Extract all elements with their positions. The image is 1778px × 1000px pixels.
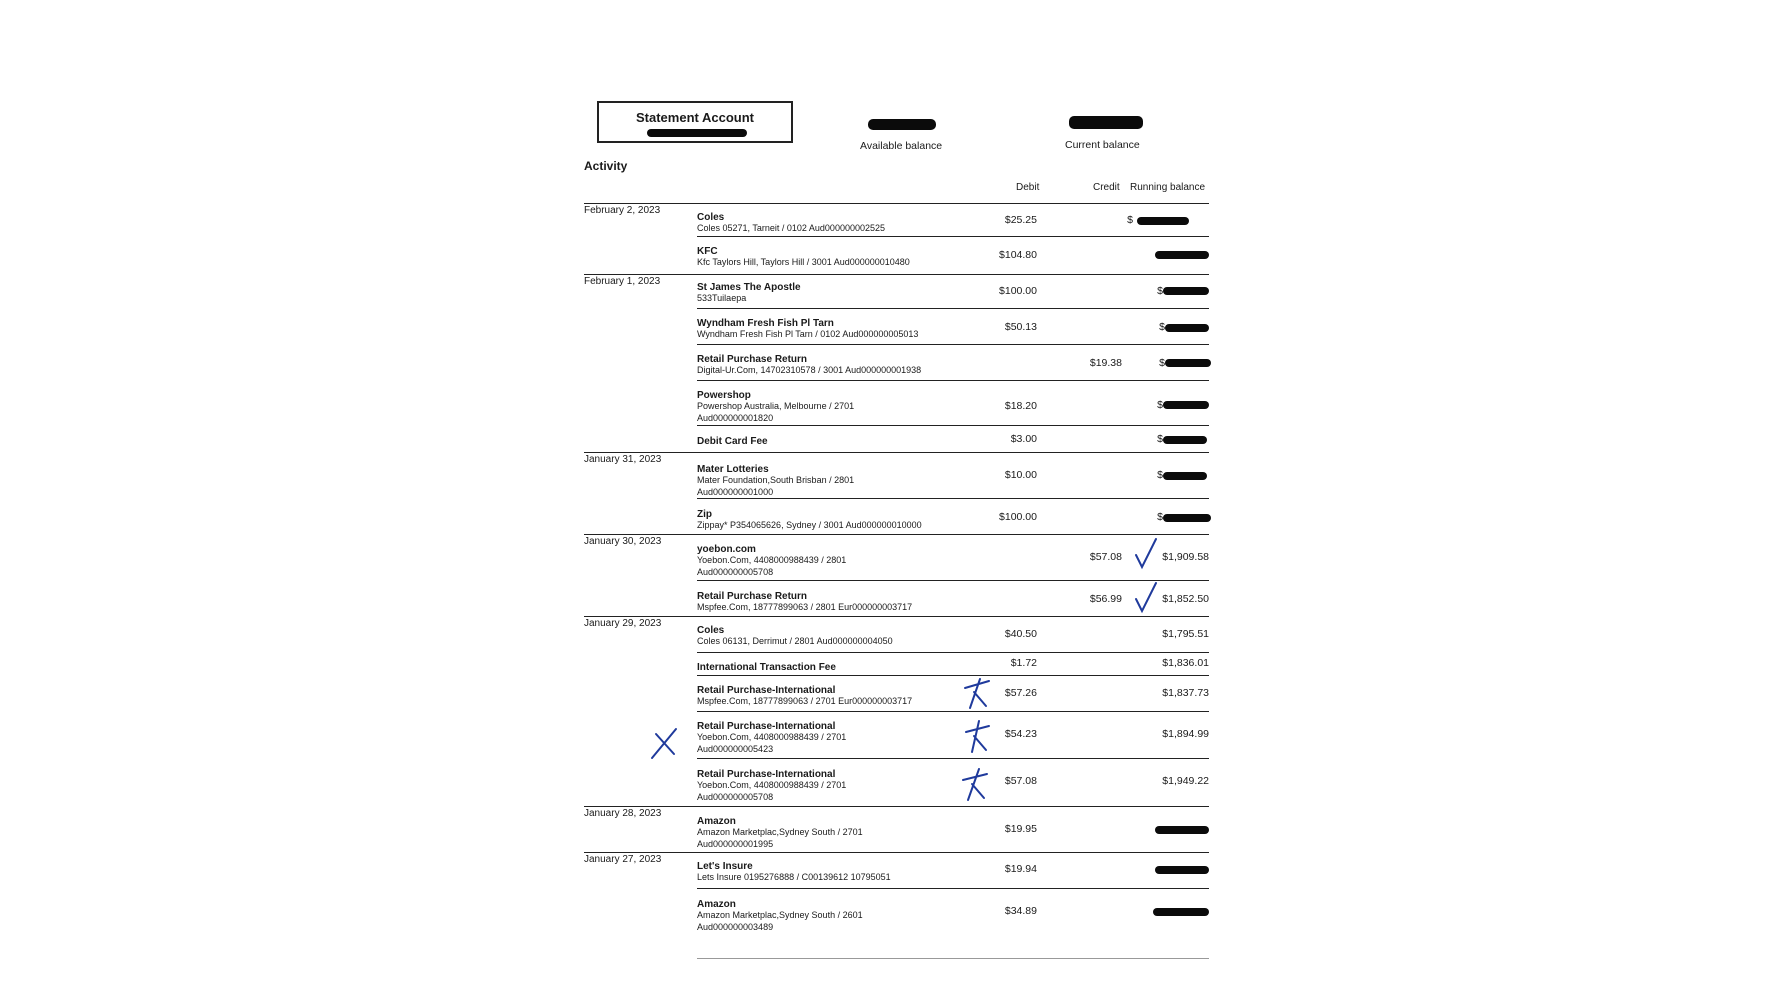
debit-amount: $54.23	[1004, 728, 1037, 740]
redacted-balance	[1163, 472, 1207, 480]
merchant-name: Retail Purchase-International	[697, 769, 836, 780]
redacted-balance	[1137, 217, 1189, 225]
transaction-row	[697, 274, 1209, 309]
transaction-detail: Amazon Marketplac,Sydney South / 2601 Aud000000003489	[697, 910, 863, 932]
merchant-name: yoebon.com	[697, 544, 756, 555]
transaction-row	[697, 344, 1209, 381]
debit-amount: $100.00	[999, 511, 1037, 523]
cross-mark-icon	[960, 766, 990, 802]
merchant-name: Coles	[697, 212, 725, 223]
transaction-row	[697, 236, 1209, 275]
merchant-name: Retail Purchase-International	[697, 685, 836, 696]
statement-title: Statement Account	[636, 110, 754, 125]
debit-amount: $50.13	[1004, 321, 1037, 333]
redacted-balance	[1163, 514, 1211, 522]
running-balance: $	[1157, 433, 1163, 445]
merchant-name: International Transaction Fee	[697, 662, 836, 673]
transaction-row	[697, 425, 1209, 453]
debit-amount: $40.50	[1004, 628, 1037, 640]
redacted-balance	[1155, 826, 1209, 834]
transaction-row	[697, 203, 1209, 237]
transaction-detail: Amazon Marketplac,Sydney South / 2701 Aud000000001995	[697, 827, 863, 849]
redacted-balance	[1155, 251, 1209, 259]
redacted-balance	[1163, 401, 1209, 409]
transaction-detail: Kfc Taylors Hill, Taylors Hill / 3001 Aud000000010480	[697, 257, 910, 267]
credit-amount: $19.38	[1089, 357, 1122, 369]
transaction-row	[697, 498, 1209, 535]
debit-amount: $34.89	[1004, 905, 1037, 917]
date-label: January 30, 2023	[584, 536, 662, 547]
merchant-name: Wyndham Fresh Fish Pl Tarn	[697, 318, 834, 329]
running-balance: $	[1157, 399, 1163, 411]
check-mark-icon	[1133, 580, 1159, 614]
running-balance: $	[1159, 357, 1165, 369]
date-divider	[584, 534, 697, 535]
transaction-row	[697, 758, 1209, 807]
credit-amount: $56.99	[1089, 593, 1122, 605]
transaction-row	[697, 675, 1209, 712]
date-label: February 1, 2023	[584, 276, 661, 287]
transaction-detail: Wyndham Fresh Fish Pl Tarn / 0102 Aud000000005013	[697, 329, 919, 339]
debit-amount: $57.08	[1004, 775, 1037, 787]
date-label: January 29, 2023	[584, 618, 662, 629]
date-label: January 28, 2023	[584, 808, 662, 819]
transaction-detail: 533Tuilaepa	[697, 293, 747, 303]
debit-amount: $57.26	[1004, 687, 1037, 699]
debit-amount: $10.00	[1004, 469, 1037, 481]
redacted-balance	[1165, 324, 1209, 332]
transaction-row	[697, 616, 1209, 653]
merchant-name: Coles	[697, 625, 725, 636]
date-label: January 31, 2023	[584, 454, 662, 465]
merchant-name: Retail Purchase-International	[697, 721, 836, 732]
transaction-detail: Mater Foundation,South Brisban / 2801 Aud000000001000	[697, 475, 855, 497]
transaction-row	[697, 806, 1209, 853]
redacted-balance	[1165, 359, 1211, 367]
transaction-detail: Coles 05271, Tarneit / 0102 Aud000000002525	[697, 223, 885, 233]
transaction-detail: Lets Insure 0195276888 / C00139612 10795051	[697, 872, 891, 882]
transaction-detail: Yoebon.Com, 4408000988439 / 2701 Aud000000005708	[697, 780, 847, 802]
debit-amount: $100.00	[999, 285, 1037, 297]
transaction-row	[697, 888, 1209, 939]
date-divider	[584, 274, 697, 275]
merchant-name: Retail Purchase Return	[697, 591, 808, 602]
transaction-detail: Coles 06131, Derrimut / 2801 Aud000000004050	[697, 636, 893, 646]
merchant-name: Mater Lotteries	[697, 464, 769, 475]
redacted-balance	[1155, 866, 1209, 874]
date-divider	[584, 852, 697, 853]
date-divider	[584, 203, 697, 204]
running-balance: $	[1127, 214, 1133, 226]
running-balance: $1,795.51	[1162, 628, 1209, 640]
date-divider	[584, 806, 697, 807]
debit-amount: $19.94	[1004, 863, 1037, 875]
running-balance: $1,909.58	[1162, 551, 1209, 563]
cross-mark-icon	[962, 676, 992, 710]
transaction-detail: Yoebon.Com, 4408000988439 / 2701 Aud000000005423	[697, 732, 847, 754]
running-balance: $1,894.99	[1162, 728, 1209, 740]
cross-mark-icon	[962, 718, 992, 754]
available-balance-label: Available balance	[860, 140, 943, 152]
merchant-name: Retail Purchase Return	[697, 354, 808, 365]
merchant-name: Amazon	[697, 899, 736, 910]
transaction-row	[697, 652, 1209, 676]
transaction-row	[697, 711, 1209, 759]
redacted-balance	[1163, 287, 1209, 295]
redacted-balance	[1163, 436, 1207, 444]
debit-amount: $1.72	[1010, 657, 1037, 669]
redacted-current-balance	[1069, 116, 1143, 129]
credit-column-header: Credit	[1093, 182, 1120, 193]
merchant-name: Amazon	[697, 816, 736, 827]
redacted-account-number	[647, 129, 747, 137]
running-balance: $1,949.22	[1162, 775, 1209, 787]
transaction-detail: Mspfee.Com, 18777899063 / 2801 Eur000000003717	[697, 602, 913, 612]
running-balance: $	[1157, 469, 1163, 481]
merchant-name: Zip	[697, 509, 712, 520]
transaction-row	[697, 852, 1209, 889]
cross-mark-icon	[648, 726, 680, 760]
transaction-row	[697, 380, 1209, 426]
merchant-name: KFC	[697, 246, 718, 257]
date-divider	[584, 452, 697, 453]
transaction-detail: Digital-Ur.Com, 14702310578 / 3001 Aud000000001938	[697, 365, 922, 375]
transaction-detail: Mspfee.Com, 18777899063 / 2701 Eur000000003717	[697, 696, 913, 706]
running-balance: $	[1157, 511, 1163, 523]
merchant-name: Debit Card Fee	[697, 436, 768, 447]
merchant-name: Powershop	[697, 390, 751, 401]
check-mark-icon	[1133, 536, 1159, 570]
running-balance-column-header: Running balance	[1130, 182, 1206, 193]
redacted-available-balance	[868, 119, 936, 130]
running-balance: $1,837.73	[1162, 687, 1209, 699]
date-label: January 27, 2023	[584, 854, 662, 865]
debit-amount: $104.80	[999, 249, 1037, 261]
merchant-name: Let's Insure	[697, 861, 753, 872]
running-balance: $	[1159, 321, 1165, 333]
transaction-detail: Zippay* P354065626, Sydney / 3001 Aud000000010000	[697, 520, 922, 530]
debit-amount: $3.00	[1010, 433, 1037, 445]
running-balance: $1,852.50	[1162, 593, 1209, 605]
running-balance: $1,836.01	[1162, 657, 1209, 669]
credit-amount: $57.08	[1089, 551, 1122, 563]
date-label: February 2, 2023	[584, 205, 661, 216]
current-balance-label: Current balance	[1065, 139, 1140, 151]
transaction-detail: Powershop Australia, Melbourne / 2701 Aud000000001820	[697, 401, 855, 423]
activity-heading: Activity	[584, 159, 628, 173]
redacted-balance	[1153, 908, 1209, 916]
transaction-row	[697, 308, 1209, 345]
debit-amount: $18.20	[1004, 400, 1037, 412]
debit-amount: $19.95	[1004, 823, 1037, 835]
statement-title-box	[597, 101, 793, 143]
merchant-name: St James The Apostle	[697, 282, 801, 293]
running-balance: $	[1157, 285, 1163, 297]
transaction-row	[697, 452, 1209, 499]
debit-amount: $25.25	[1004, 214, 1037, 226]
bottom-divider	[697, 958, 1209, 959]
date-divider	[584, 616, 697, 617]
debit-column-header: Debit	[1016, 182, 1040, 193]
transaction-detail: Yoebon.Com, 4408000988439 / 2801 Aud000000005708	[697, 555, 847, 577]
